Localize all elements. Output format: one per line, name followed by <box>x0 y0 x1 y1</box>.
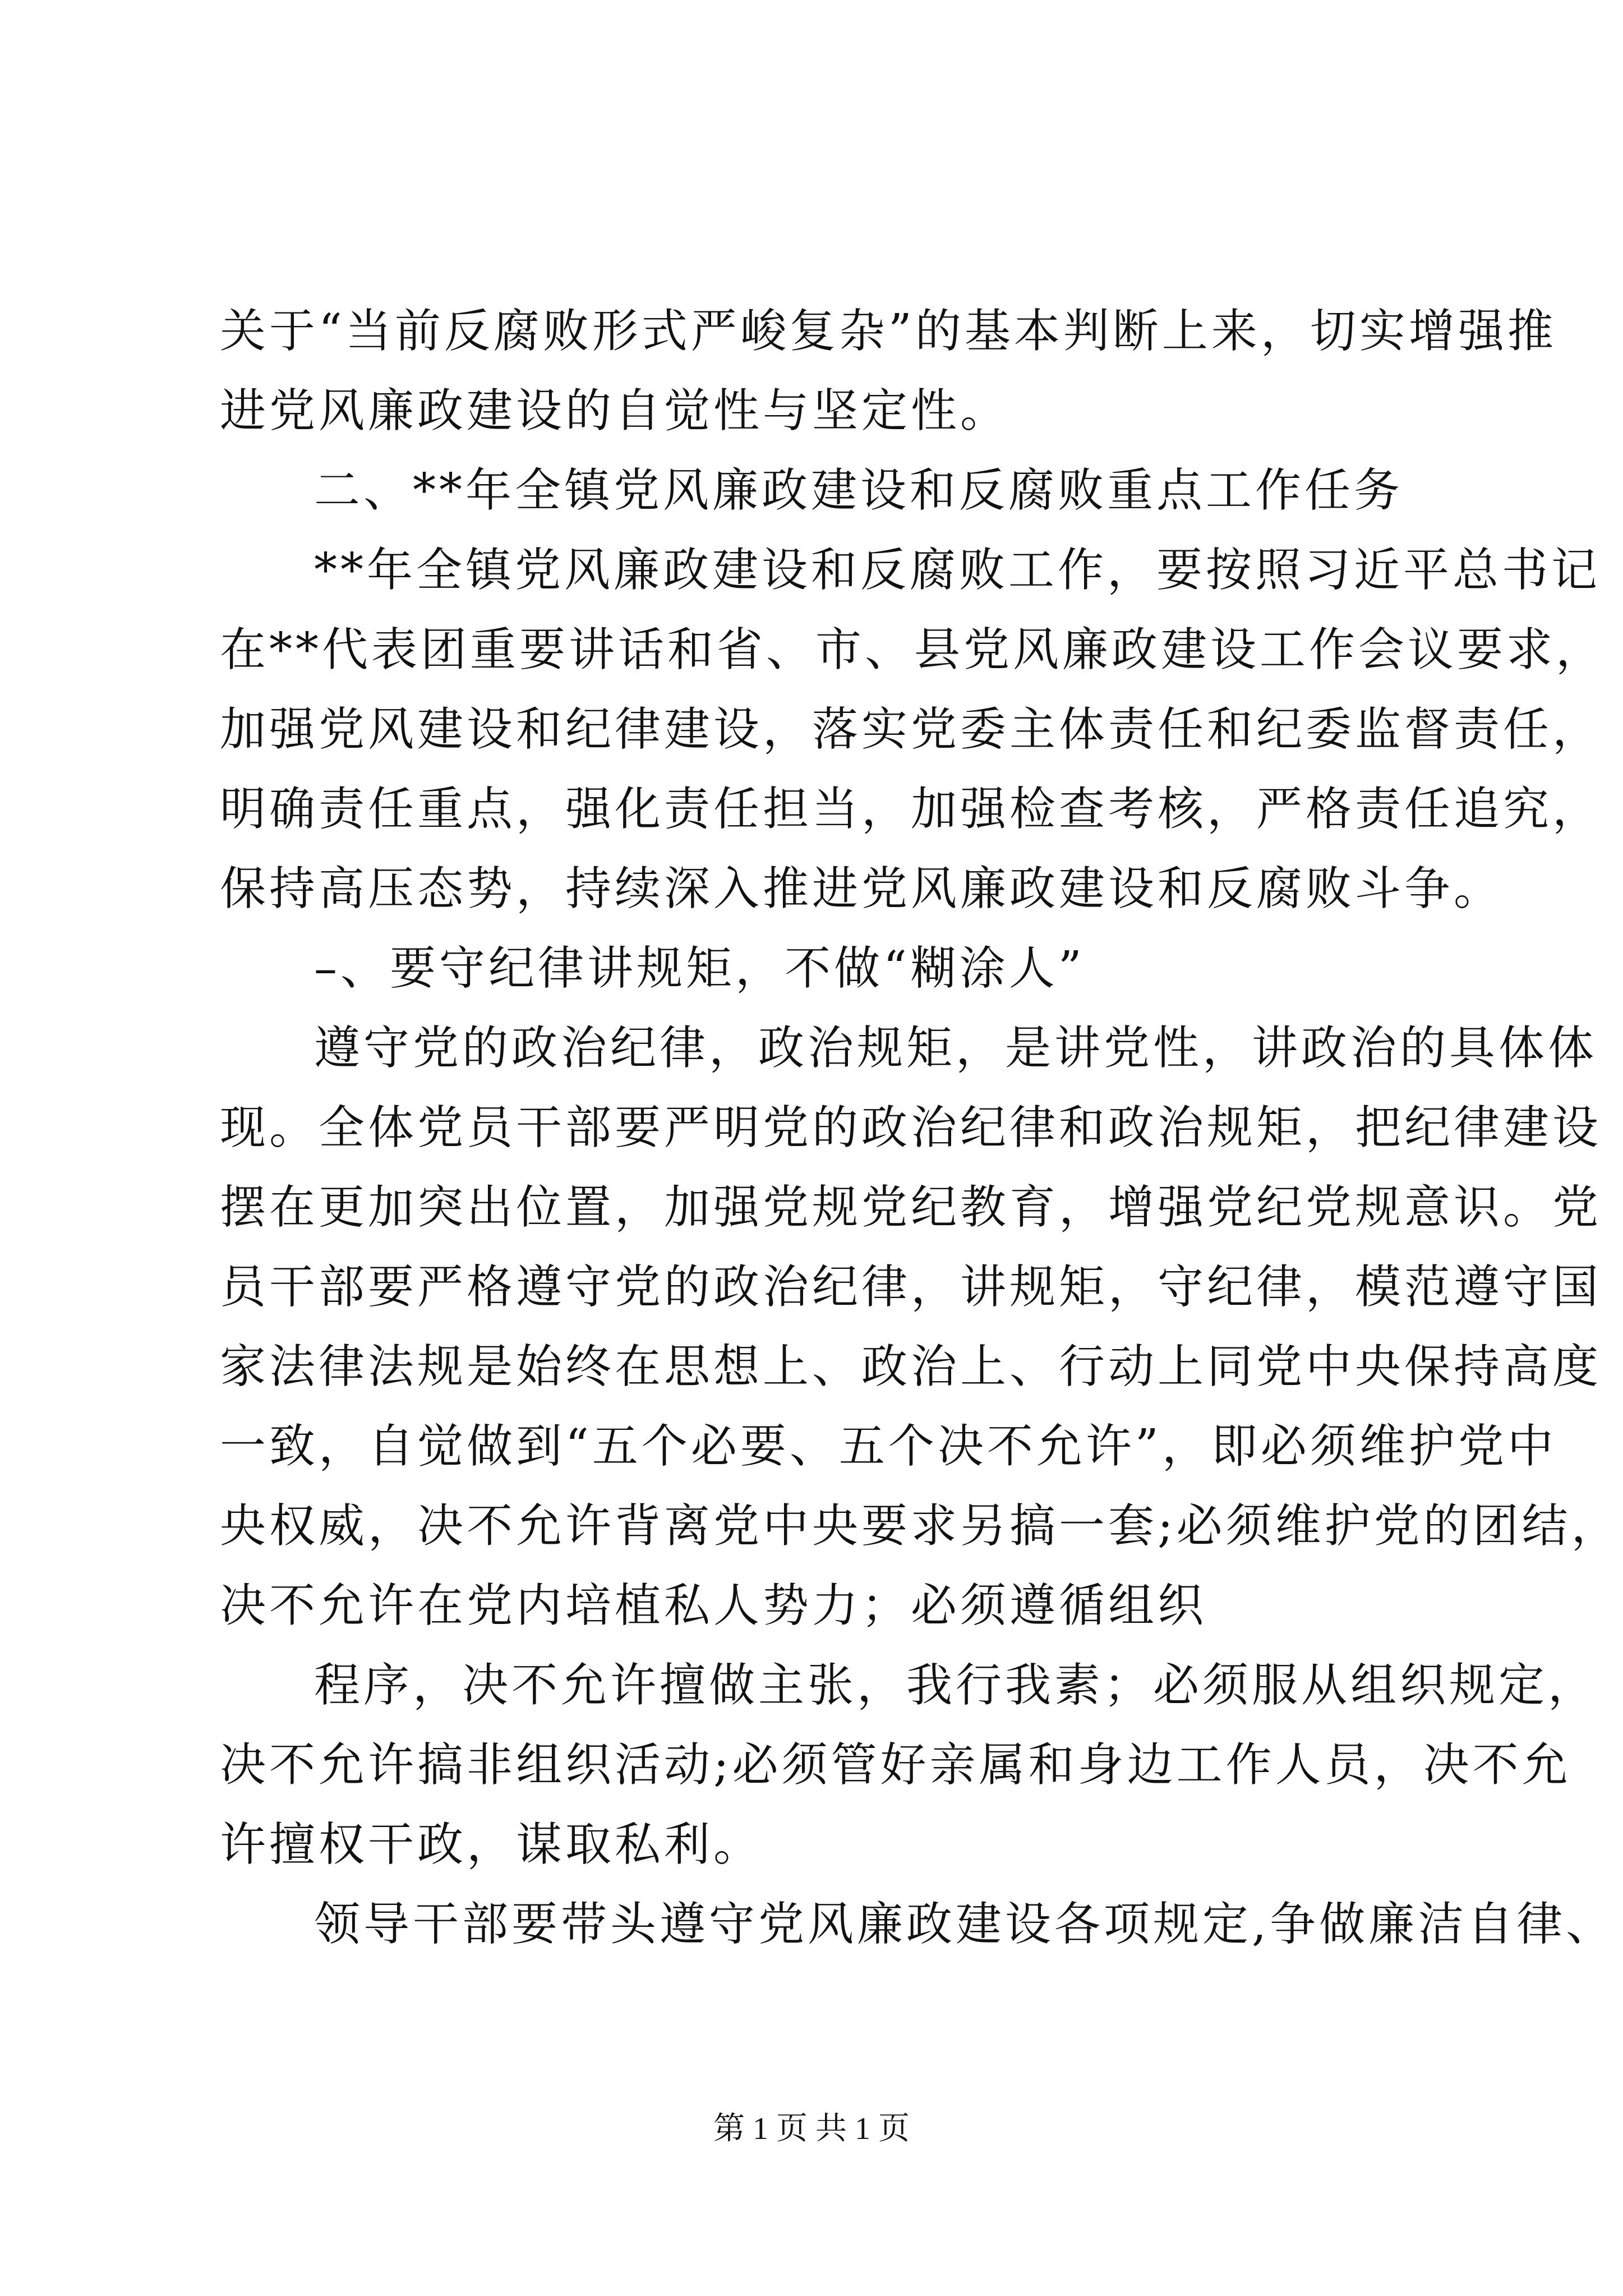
text-line: 进党风廉政建设的自觉性与坚定性。 <box>220 384 1010 438</box>
text-line: 在**代表团重要讲话和省、市、县党风廉政建设工作会议要求， <box>220 623 1606 677</box>
text-line: 决不允许搞非组织活动;必须管好亲属和身边工作人员，决不允 <box>220 1738 1571 1792</box>
text-line: 家法律法规是始终在思想上、政治上、行动上同党中央保持高度 <box>220 1340 1602 1393</box>
text-line: 摆在更加突出位置，加强党规党纪教育，增强党纪党规意识。党 <box>220 1181 1602 1234</box>
text-line: 一致，自觉做到“五个必要、五个决不允许”，即必须维护党中 <box>220 1420 1557 1473</box>
text-line: 员干部要严格遵守党的政治纪律，讲规矩，守纪律，模范遵守国 <box>220 1260 1602 1314</box>
text-line: 关于“当前反腐败形式严峻复杂”的基本判断上来，切实增强推 <box>220 305 1557 358</box>
text-line: 现。全体党员干部要严明党的政治纪律和政治规矩，把纪律建设 <box>220 1101 1602 1154</box>
text-line: 央权威，决不允许背离党中央要求另搞一套;必须维护党的团结， <box>220 1499 1621 1553</box>
text-line: 许擅权干政，谋取私利。 <box>220 1818 763 1871</box>
section-heading: 二、**年全镇党风廉政建设和反腐败重点工作任务 <box>314 464 1404 517</box>
document-body <box>220 292 1621 1964</box>
text-line: 明确责任重点，强化责任担当，加强检查考核，严格责任追究， <box>220 783 1602 836</box>
text-line: **年全镇党风廉政建设和反腐败工作，要按照习近平总书记 <box>314 544 1601 597</box>
text-line: 决不允许在党内培植私人势力；必须遵循组织 <box>220 1579 1207 1632</box>
text-line: 遵守党的政治纪律，政治规矩，是讲党性，讲政治的具体体 <box>314 1022 1598 1075</box>
text-line: 保持高压态势，持续深入推进党风廉政建设和反腐败斗争。 <box>220 862 1504 915</box>
text-line: 加强党风建设和纪律建设，落实党委主体责任和纪委监督责任， <box>220 703 1602 756</box>
text-line: 领导干部要带头遵守党风廉政建设各项规定,争做廉洁自律、 <box>314 1898 1616 1951</box>
subsection-heading: –、要守纪律讲规矩，不做“糊涂人” <box>314 942 1085 995</box>
text-line: 程序，决不允许擅做主张，我行我素；必须服从组织规定， <box>314 1659 1598 1712</box>
page-footer: 第 1 页 共 1 页 <box>713 2111 910 2146</box>
